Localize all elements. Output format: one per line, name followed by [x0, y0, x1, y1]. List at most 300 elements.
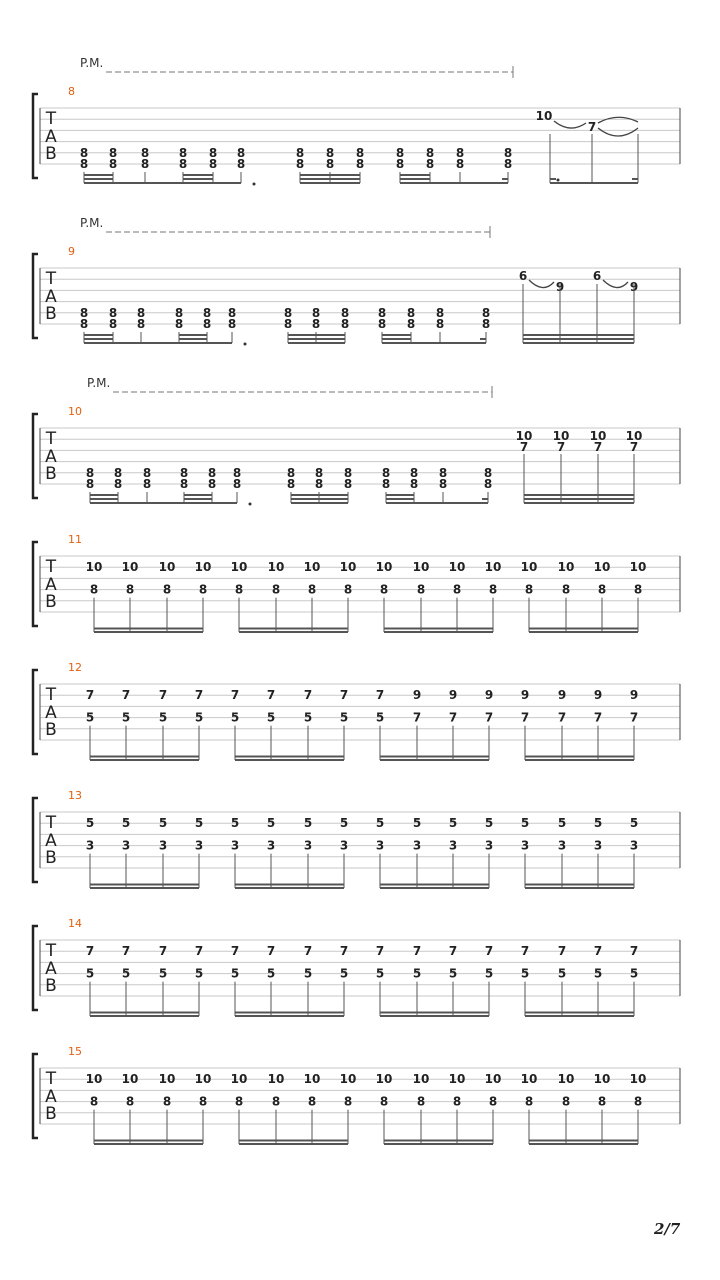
- fret-number: 8: [425, 157, 435, 171]
- fret-number: 10: [230, 560, 248, 575]
- fret-number: 8: [125, 582, 135, 597]
- fret-number: 5: [85, 816, 95, 831]
- fret-number: 8: [227, 317, 237, 331]
- slur: [554, 121, 586, 128]
- fret-number: 8: [198, 582, 208, 597]
- fret-number: 5: [375, 966, 385, 981]
- fret-number: 3: [629, 838, 639, 853]
- fret-number: 3: [448, 838, 458, 853]
- fret-number: 8: [295, 145, 305, 160]
- palm-mute-label: P.M.: [87, 376, 111, 390]
- fret-number: 7: [484, 944, 494, 959]
- fret-number: 8: [435, 317, 445, 331]
- fret-number: 5: [230, 816, 240, 831]
- fret-number: 5: [303, 816, 313, 831]
- fret-number: 7: [448, 710, 458, 725]
- fret-number: 8: [633, 1094, 643, 1109]
- measure-number: 13: [68, 789, 82, 802]
- fret-number: 8: [314, 465, 324, 480]
- fret-number: 10: [448, 1072, 466, 1087]
- fret-number: 8: [208, 145, 218, 160]
- fret-number: 8: [355, 157, 365, 171]
- system-bracket: [33, 94, 38, 178]
- fret-number: 8: [174, 317, 184, 331]
- fret-number: 7: [194, 688, 204, 703]
- fret-number: 8: [481, 305, 491, 320]
- measure-number: 11: [68, 533, 82, 546]
- fret-number: 10: [520, 1072, 538, 1087]
- fret-number: 8: [202, 305, 212, 320]
- tab-clef-t: T: [45, 941, 57, 961]
- tab-clef-b: B: [45, 304, 57, 324]
- fret-number: 10: [339, 560, 357, 575]
- fret-number: 8: [488, 582, 498, 597]
- fret-number: 5: [230, 710, 240, 725]
- fret-number: 8: [425, 145, 435, 160]
- fret-number: 8: [227, 305, 237, 320]
- fret-number: 5: [593, 966, 603, 981]
- fret-number: 8: [409, 465, 419, 480]
- fret-number: 5: [266, 816, 276, 831]
- fret-number: 10: [267, 560, 285, 575]
- fret-number: 5: [629, 966, 639, 981]
- fret-number: 5: [375, 816, 385, 831]
- fret-number: 8: [379, 1094, 389, 1109]
- fret-number: 3: [266, 838, 276, 853]
- tab-clef-a: A: [45, 959, 57, 979]
- palm-mute-label: P.M.: [80, 56, 104, 70]
- fret-number: 7: [520, 710, 530, 725]
- fret-number: 5: [412, 816, 422, 831]
- fret-number: 8: [406, 317, 416, 331]
- system-bracket: [33, 254, 38, 338]
- fret-number: 8: [314, 477, 324, 491]
- fret-number: 8: [438, 465, 448, 480]
- fret-number: 8: [108, 145, 118, 160]
- measure-number: 8: [68, 85, 75, 98]
- fret-number: 8: [295, 157, 305, 171]
- fret-number: 8: [435, 305, 445, 320]
- fret-number: 7: [339, 688, 349, 703]
- fret-number: 9: [448, 688, 458, 703]
- fret-number: 5: [194, 816, 204, 831]
- fret-number: 8: [162, 582, 172, 597]
- tab-clef-b: B: [45, 848, 57, 868]
- fret-number: 8: [452, 582, 462, 597]
- fret-number: 8: [85, 465, 95, 480]
- fret-number: 10: [230, 1072, 248, 1087]
- dot: [557, 179, 560, 182]
- fret-number: 5: [121, 966, 131, 981]
- fret-number: 7: [375, 688, 385, 703]
- fret-number: 8: [89, 582, 99, 597]
- fret-number: 8: [633, 582, 643, 597]
- fret-number: 7: [448, 944, 458, 959]
- fret-number: 8: [271, 1094, 281, 1109]
- fret-number: 7: [520, 944, 530, 959]
- fret-number: 7: [303, 944, 313, 959]
- fret-number: 3: [230, 838, 240, 853]
- fret-number: 10: [375, 560, 393, 575]
- measure-number: 15: [68, 1045, 82, 1058]
- fret-number: 8: [198, 1094, 208, 1109]
- fret-number: 5: [339, 966, 349, 981]
- fret-number: 8: [234, 1094, 244, 1109]
- fret-number: 8: [79, 305, 89, 320]
- fret-number: 8: [234, 582, 244, 597]
- fret-number: 10: [629, 560, 647, 575]
- fret-number: 8: [343, 465, 353, 480]
- measure-number: 12: [68, 661, 82, 674]
- fret-number: 7: [339, 944, 349, 959]
- fret-number: 5: [158, 966, 168, 981]
- fret-number: 9: [557, 688, 567, 703]
- fret-number: 10: [85, 560, 103, 575]
- fret-number: 5: [448, 816, 458, 831]
- system-bracket: [33, 926, 38, 1010]
- fret-number: 5: [557, 966, 567, 981]
- tab-clef-t: T: [45, 813, 57, 833]
- fret-number: 5: [593, 816, 603, 831]
- fret-number: 5: [520, 966, 530, 981]
- fret-number: 8: [202, 317, 212, 331]
- fret-number: 8: [340, 317, 350, 331]
- fret-number: 8: [481, 317, 491, 331]
- fret-number: 7: [484, 710, 494, 725]
- fret-number: 7: [158, 688, 168, 703]
- fret-number: 8: [79, 157, 89, 171]
- dot: [249, 503, 252, 506]
- fret-number: 7: [230, 944, 240, 959]
- fret-number: 7: [557, 944, 567, 959]
- fret-number: 8: [597, 1094, 607, 1109]
- fret-number: 8: [136, 305, 146, 320]
- fret-number: 7: [593, 944, 603, 959]
- fret-number: 8: [79, 145, 89, 160]
- fret-number: 8: [89, 1094, 99, 1109]
- fret-number: 8: [438, 477, 448, 491]
- fret-number: 8: [162, 1094, 172, 1109]
- fret-number: 6: [592, 269, 602, 283]
- fret-number: 8: [343, 1094, 353, 1109]
- palm-mute-label: P.M.: [80, 216, 104, 230]
- fret-number: 3: [520, 838, 530, 853]
- fret-number: 8: [395, 145, 405, 160]
- fret-number: 5: [375, 710, 385, 725]
- fret-number: 8: [207, 477, 217, 491]
- fret-number: 7: [629, 710, 639, 725]
- fret-number: 7: [121, 688, 131, 703]
- tab-clef-a: A: [45, 575, 57, 595]
- fret-number: 8: [108, 305, 118, 320]
- fret-number: 9: [520, 688, 530, 703]
- tab-clef-b: B: [45, 464, 57, 484]
- fret-number: 7: [556, 440, 566, 454]
- fret-number: 8: [307, 582, 317, 597]
- fret-number: 7: [557, 710, 567, 725]
- fret-number: 8: [113, 477, 123, 491]
- fret-number: 5: [194, 710, 204, 725]
- fret-number: 8: [561, 582, 571, 597]
- fret-number: 5: [448, 966, 458, 981]
- fret-number: 8: [108, 157, 118, 171]
- fret-number: 9: [412, 688, 422, 703]
- fret-number: 7: [593, 710, 603, 725]
- tab-clef-a: A: [45, 287, 57, 307]
- fret-number: 8: [311, 305, 321, 320]
- fret-number: 5: [629, 816, 639, 831]
- fret-number: 8: [125, 1094, 135, 1109]
- fret-number: 8: [286, 465, 296, 480]
- dot: [253, 183, 256, 186]
- tab-clef-t: T: [45, 269, 57, 289]
- fret-number: 7: [85, 944, 95, 959]
- fret-number: 10: [412, 560, 430, 575]
- fret-number: 8: [140, 157, 150, 171]
- slur: [529, 280, 554, 288]
- dot: [244, 343, 247, 346]
- fret-number: 10: [158, 1072, 176, 1087]
- fret-number: 10: [589, 429, 607, 443]
- slur: [598, 117, 638, 123]
- fret-number: 5: [266, 710, 276, 725]
- fret-number: 8: [406, 305, 416, 320]
- fret-number: 5: [85, 966, 95, 981]
- fret-number: 8: [232, 465, 242, 480]
- fret-number: 8: [207, 465, 217, 480]
- fret-number: 8: [561, 1094, 571, 1109]
- fret-number: 7: [266, 688, 276, 703]
- fret-number: 10: [515, 429, 533, 443]
- fret-number: 8: [503, 145, 513, 160]
- slur: [603, 280, 628, 288]
- fret-number: 7: [230, 688, 240, 703]
- fret-number: 8: [343, 582, 353, 597]
- fret-number: 3: [303, 838, 313, 853]
- fret-number: 7: [593, 440, 603, 454]
- fret-number: 8: [271, 582, 281, 597]
- fret-number: 5: [412, 966, 422, 981]
- tab-clef-t: T: [45, 685, 57, 705]
- fret-number: 3: [412, 838, 422, 853]
- fret-number: 8: [488, 1094, 498, 1109]
- fret-number: 3: [375, 838, 385, 853]
- tab-clef-a: A: [45, 127, 57, 147]
- fret-number: 10: [625, 429, 643, 443]
- fret-number: 7: [519, 440, 529, 454]
- tab-clef-b: B: [45, 144, 57, 164]
- fret-number: 5: [303, 710, 313, 725]
- fret-number: 7: [121, 944, 131, 959]
- fret-number: 8: [416, 582, 426, 597]
- fret-number: 10: [121, 560, 139, 575]
- fret-number: 10: [557, 560, 575, 575]
- fret-number: 7: [412, 710, 422, 725]
- tab-clef-a: A: [45, 1087, 57, 1107]
- tab-clef-t: T: [45, 109, 57, 129]
- fret-number: 8: [340, 305, 350, 320]
- fret-number: 3: [121, 838, 131, 853]
- fret-number: 10: [158, 560, 176, 575]
- tab-clef-b: B: [45, 592, 57, 612]
- fret-number: 10: [303, 1072, 321, 1087]
- tab-clef-b: B: [45, 1104, 57, 1124]
- tab-clef-b: B: [45, 976, 57, 996]
- fret-number: 7: [303, 688, 313, 703]
- fret-number: 8: [179, 477, 189, 491]
- fret-number: 5: [158, 816, 168, 831]
- fret-number: 3: [158, 838, 168, 853]
- fret-number: 8: [483, 477, 493, 491]
- fret-number: 8: [524, 582, 534, 597]
- tab-clef-a: A: [45, 447, 57, 467]
- fret-number: 7: [158, 944, 168, 959]
- tab-clef-t: T: [45, 557, 57, 577]
- fret-number: 8: [381, 465, 391, 480]
- fret-number: 10: [552, 429, 570, 443]
- fret-number: 9: [629, 688, 639, 703]
- fret-number: 8: [283, 305, 293, 320]
- tab-clef-t: T: [45, 429, 57, 449]
- fret-number: 6: [518, 269, 528, 283]
- fret-number: 3: [194, 838, 204, 853]
- fret-number: 5: [303, 966, 313, 981]
- fret-number: 3: [593, 838, 603, 853]
- measure-number: 14: [68, 917, 82, 930]
- fret-number: 3: [339, 838, 349, 853]
- fret-number: 8: [343, 477, 353, 491]
- fret-number: 10: [121, 1072, 139, 1087]
- fret-number: 5: [484, 966, 494, 981]
- fret-number: 8: [455, 145, 465, 160]
- fret-number: 9: [629, 280, 639, 294]
- fret-number: 9: [555, 280, 565, 294]
- fret-number: 10: [629, 1072, 647, 1087]
- fret-number: 7: [375, 944, 385, 959]
- fret-number: 10: [448, 560, 466, 575]
- fret-number: 8: [236, 145, 246, 160]
- fret-number: 8: [325, 145, 335, 160]
- fret-number: 5: [121, 710, 131, 725]
- fret-number: 7: [412, 944, 422, 959]
- measure-number: 9: [68, 245, 75, 258]
- fret-number: 5: [121, 816, 131, 831]
- fret-number: 3: [85, 838, 95, 853]
- fret-number: 10: [557, 1072, 575, 1087]
- fret-number: 8: [377, 305, 387, 320]
- fret-number: 8: [208, 157, 218, 171]
- tab-clef-a: A: [45, 831, 57, 851]
- fret-number: 9: [484, 688, 494, 703]
- system-bracket: [33, 1054, 38, 1138]
- measure-number: 10: [68, 405, 82, 418]
- fret-number: 8: [524, 1094, 534, 1109]
- fret-number: 8: [136, 317, 146, 331]
- fret-number: 10: [484, 560, 502, 575]
- fret-number: 5: [194, 966, 204, 981]
- system-bracket: [33, 798, 38, 882]
- fret-number: 8: [455, 157, 465, 171]
- page-number: 2/7: [654, 1220, 681, 1238]
- fret-number: 8: [325, 157, 335, 171]
- fret-number: 5: [484, 816, 494, 831]
- tab-clef-t: T: [45, 1069, 57, 1089]
- fret-number: 9: [593, 688, 603, 703]
- fret-number: 8: [283, 317, 293, 331]
- fret-number: 7: [85, 688, 95, 703]
- fret-number: 5: [230, 966, 240, 981]
- tab-clef-a: A: [45, 703, 57, 723]
- fret-number: 5: [158, 710, 168, 725]
- fret-number: 8: [232, 477, 242, 491]
- fret-number: 8: [377, 317, 387, 331]
- fret-number: 8: [381, 477, 391, 491]
- fret-number: 7: [194, 944, 204, 959]
- fret-number: 8: [483, 465, 493, 480]
- fret-number: 10: [484, 1072, 502, 1087]
- fret-number: 3: [484, 838, 494, 853]
- fret-number: 5: [557, 816, 567, 831]
- fret-number: 8: [416, 1094, 426, 1109]
- fret-number: 10: [520, 560, 538, 575]
- fret-number: 8: [113, 465, 123, 480]
- fret-number: 7: [629, 440, 639, 454]
- fret-number: 3: [557, 838, 567, 853]
- fret-number: 5: [85, 710, 95, 725]
- fret-number: 5: [339, 816, 349, 831]
- fret-number: 8: [503, 157, 513, 171]
- fret-number: 8: [85, 477, 95, 491]
- fret-number: 10: [375, 1072, 393, 1087]
- fret-number: 7: [629, 944, 639, 959]
- fret-number: 8: [178, 157, 188, 171]
- fret-number: 8: [79, 317, 89, 331]
- fret-number: 8: [307, 1094, 317, 1109]
- fret-number: 10: [593, 1072, 611, 1087]
- fret-number: 8: [236, 157, 246, 171]
- fret-number: 7: [266, 944, 276, 959]
- fret-number: 8: [379, 582, 389, 597]
- system-bracket: [33, 670, 38, 754]
- fret-number: 8: [179, 465, 189, 480]
- fret-number: 8: [140, 145, 150, 160]
- fret-number: 8: [142, 477, 152, 491]
- fret-number: 5: [339, 710, 349, 725]
- fret-number: 10: [339, 1072, 357, 1087]
- fret-number: 8: [178, 145, 188, 160]
- fret-number: 10: [593, 560, 611, 575]
- fret-number: 8: [355, 145, 365, 160]
- fret-number: 8: [142, 465, 152, 480]
- fret-number: 8: [597, 582, 607, 597]
- fret-number: 10: [267, 1072, 285, 1087]
- fret-number: 8: [311, 317, 321, 331]
- fret-number: 10: [194, 560, 212, 575]
- system-bracket: [33, 414, 38, 498]
- system-bracket: [33, 542, 38, 626]
- tab-clef-b: B: [45, 720, 57, 740]
- fret-number: 5: [520, 816, 530, 831]
- fret-number: 8: [174, 305, 184, 320]
- slur: [598, 128, 638, 136]
- fret-number: 10: [85, 1072, 103, 1087]
- fret-number: 8: [108, 317, 118, 331]
- fret-number: 7: [587, 120, 597, 134]
- fret-number: 8: [395, 157, 405, 171]
- fret-number: 8: [452, 1094, 462, 1109]
- fret-number: 8: [409, 477, 419, 491]
- fret-number: 10: [303, 560, 321, 575]
